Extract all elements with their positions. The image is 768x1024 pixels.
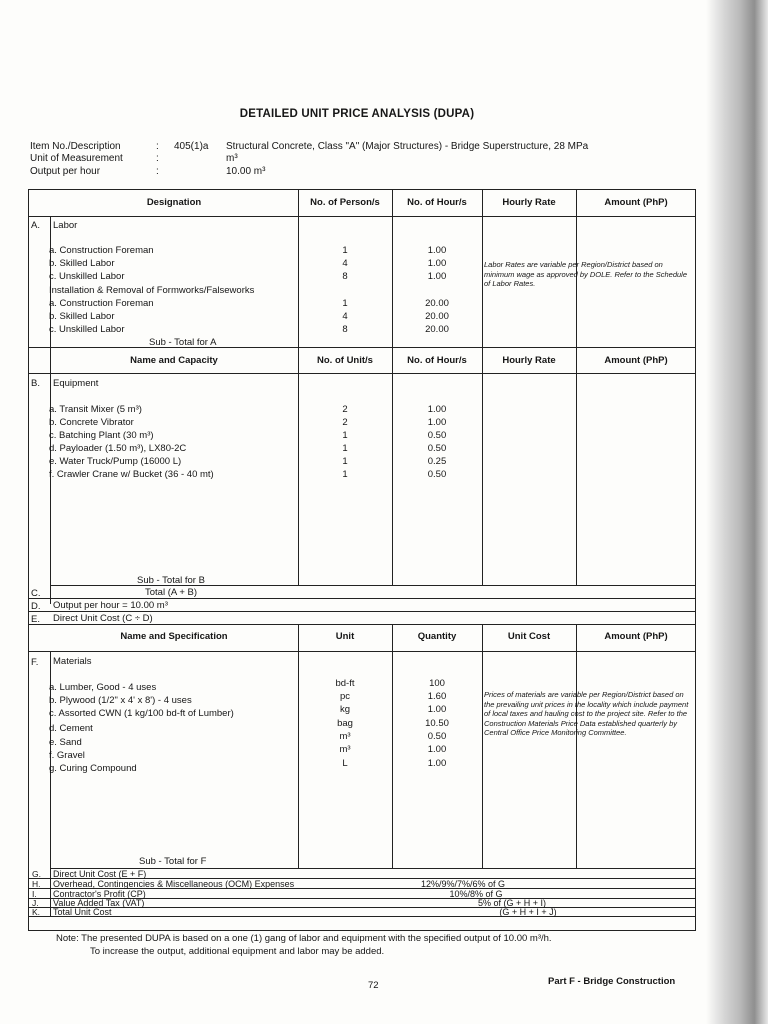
- labor-item: a. Construction Foreman: [49, 298, 154, 309]
- labor-qty: 8: [342, 324, 348, 335]
- header-rule: [29, 216, 695, 217]
- material-qty: 0.50: [427, 731, 447, 742]
- equipment-qty: 1: [342, 443, 348, 454]
- line-letter: I.: [32, 889, 37, 899]
- section-letter: B.: [31, 378, 40, 389]
- labor-qty: 8: [342, 271, 348, 282]
- equipment-item: a. Transit Mixer (5 m³): [49, 404, 142, 415]
- section-label: Materials: [53, 656, 92, 667]
- direct-unit-cost-line: Direct Unit Cost (C ÷ D): [53, 613, 153, 624]
- equipment-qty: 2: [342, 417, 348, 428]
- equipment-hours: 1.00: [427, 404, 447, 415]
- col-header-unit-cost: Unit Cost: [507, 631, 551, 642]
- material-item: e. Sand: [49, 737, 82, 748]
- line-k-value: (G + H + I + J): [499, 907, 557, 917]
- page-number: 72: [368, 980, 379, 991]
- col-header-persons: No. of Person/s: [310, 197, 380, 208]
- labor-hours: 1.00: [427, 271, 447, 282]
- labor-item: a. Construction Foreman: [49, 245, 154, 256]
- equipment-qty: 1: [342, 430, 348, 441]
- col-header-hours: No. of Hour/s: [407, 197, 467, 208]
- material-unit: bd-ft: [335, 678, 355, 689]
- equipment-item: e. Water Truck/Pump (16000 L): [49, 456, 182, 467]
- col-header-amount: Amount (PhP): [604, 355, 668, 366]
- subtotal-a: Sub - Total for A: [149, 337, 217, 348]
- col-header-units: No. of Unit/s: [317, 355, 373, 366]
- labor-rate-note: Labor Rates are variable per Region/District based on minimum wage as approved by DOLE. Refer to the Schedule of Labor Rates.: [484, 260, 688, 288]
- equipment-item: f. Crawler Crane w/ Bucket (36 - 40 mt): [49, 469, 214, 480]
- line-h-value: 12%/9%/7%/6% of G: [420, 879, 506, 889]
- unit-value: m³: [226, 153, 238, 164]
- labor-hours: 20.00: [425, 324, 449, 335]
- material-qty: 100: [429, 678, 445, 689]
- labor-subheading: Installation & Removal of Formworks/Falseworks: [49, 285, 255, 296]
- equipment-hours: 0.50: [427, 430, 447, 441]
- line-letter: D.: [31, 601, 41, 612]
- section-label: Labor: [53, 220, 78, 231]
- labor-hours: 20.00: [425, 311, 449, 322]
- dupa-table: [28, 189, 696, 931]
- unit-label: Unit of Measurement: [30, 153, 123, 164]
- line-j-value: 5% of (G + H + I): [477, 898, 547, 908]
- section-letter: F.: [31, 657, 39, 668]
- colon: :: [156, 141, 159, 152]
- labor-item: c. Unskilled Labor: [49, 271, 125, 282]
- line-letter: E.: [31, 614, 40, 625]
- equipment-qty: 2: [342, 404, 348, 415]
- equipment-item: d. Payloader (1.50 m³), LX80-2C: [49, 443, 187, 454]
- col-header-unit: Unit: [335, 631, 355, 642]
- line-letter: G.: [32, 869, 41, 879]
- labor-item: c. Unskilled Labor: [49, 324, 125, 335]
- page-title: DETAILED UNIT PRICE ANALYSIS (DUPA): [239, 108, 475, 120]
- line-i-text: Contractor's Profit (CP): [53, 889, 146, 899]
- output-per-hour-line: Output per hour = 10.00 m³: [53, 600, 168, 611]
- subtotal-f: Sub - Total for F: [139, 856, 207, 867]
- material-qty: 1.60: [427, 691, 447, 702]
- item-label: Item No./Description: [30, 141, 121, 152]
- footnote-line-2: To increase the output, additional equipment and labor may be added.: [90, 946, 385, 957]
- labor-qty: 4: [342, 311, 348, 322]
- material-unit: L: [342, 758, 348, 769]
- header-rule: [29, 373, 695, 374]
- material-item: d. Cement: [49, 723, 93, 734]
- labor-hours: 1.00: [427, 245, 447, 256]
- equipment-hours: 0.25: [427, 456, 447, 467]
- line-h-text: Overhead, Contingencies & Miscellaneous (OCM) Expenses: [53, 879, 295, 889]
- line-letter: C.: [31, 588, 41, 599]
- labor-hours: 1.00: [427, 258, 447, 269]
- colon: :: [156, 153, 159, 164]
- labor-qty: 1: [342, 298, 348, 309]
- line-letter: K.: [32, 907, 41, 917]
- line-g-text: Direct Unit Cost (E + F): [53, 869, 147, 879]
- equipment-hours: 0.50: [427, 469, 447, 480]
- material-price-note: Prices of materials are variable per Region/District based on the prevailing unit prices in the locality which include payment of local taxes and hauling cost to the project site. Refer to the Construction Materials Price Data established quarterly by Central Office Price Monitoring Committee.: [484, 690, 689, 737]
- material-item: f. Gravel: [49, 750, 85, 761]
- subtotal-rule: [50, 868, 695, 869]
- material-item: g. Curing Compound: [49, 763, 137, 774]
- material-unit: pc: [339, 691, 351, 702]
- col-header-quantity: Quantity: [417, 631, 457, 642]
- col-header-amount: Amount (PhP): [604, 197, 668, 208]
- material-qty: 1.00: [427, 704, 447, 715]
- col-header-amount: Amount (PhP): [604, 631, 668, 642]
- col-header-name-spec: Name and Specification: [120, 631, 228, 642]
- section-rule: [29, 347, 695, 348]
- labor-qty: 4: [342, 258, 348, 269]
- column-divider: [482, 624, 483, 868]
- equipment-item: c. Batching Plant (30 m³): [49, 430, 154, 441]
- line-letter: J.: [32, 898, 39, 908]
- material-qty: 1.00: [427, 758, 447, 769]
- part-label: Part F - Bridge Construction: [548, 976, 676, 987]
- line-k-text: Total Unit Cost: [53, 907, 112, 917]
- scanned-page-edge: [706, 0, 768, 1024]
- column-divider: [576, 624, 577, 868]
- footnote-line-1: Note: The presented DUPA is based on a one (1) gang of labor and equipment with the specified output of 10.00 m³/h.: [56, 933, 552, 944]
- column-divider: [576, 190, 577, 585]
- material-item: b. Plywood (1/2" x 4' x 8') - 4 uses: [49, 695, 192, 706]
- col-header-hours: No. of Hour/s: [407, 355, 467, 366]
- total-a-b: Total (A + B): [145, 587, 198, 598]
- section-label: Equipment: [53, 378, 99, 389]
- labor-hours: 20.00: [425, 298, 449, 309]
- col-header-hourly-rate: Hourly Rate: [502, 197, 556, 208]
- material-qty: 1.00: [427, 744, 447, 755]
- material-item: a. Lumber, Good - 4 uses: [49, 682, 157, 693]
- material-unit: kg: [339, 704, 351, 715]
- header-rule: [29, 651, 695, 652]
- line-letter: H.: [32, 879, 41, 889]
- material-qty: 10.50: [425, 718, 449, 729]
- line-i-value: 10%/8% of G: [449, 889, 503, 899]
- material-unit: bag: [337, 718, 353, 729]
- row-rule: [29, 598, 695, 599]
- equipment-qty: 1: [342, 469, 348, 480]
- labor-item: b. Skilled Labor: [49, 311, 115, 322]
- column-divider: [482, 190, 483, 585]
- equipment-hours: 0.50: [427, 443, 447, 454]
- item-description: Structural Concrete, Class "A" (Major Structures) - Bridge Superstructure, 28 MPa: [226, 141, 589, 152]
- section-letter: A.: [31, 220, 40, 231]
- output-value: 10.00 m³: [226, 166, 266, 177]
- material-item: c. Assorted CWN (1 kg/100 bd-ft of Lumber): [49, 708, 234, 719]
- output-label: Output per hour: [30, 166, 101, 177]
- col-header-name-capacity: Name and Capacity: [130, 355, 218, 366]
- labor-qty: 1: [342, 245, 348, 256]
- col-header-hourly-rate: Hourly Rate: [502, 355, 556, 366]
- subtotal-b: Sub - Total for B: [137, 575, 205, 586]
- equipment-item: b. Concrete Vibrator: [49, 417, 134, 428]
- material-unit: m³: [339, 731, 351, 742]
- item-number: 405(1)a: [174, 141, 209, 152]
- equipment-qty: 1: [342, 456, 348, 467]
- col-header-designation: Designation: [146, 197, 202, 208]
- material-unit: m³: [339, 744, 351, 755]
- equipment-hours: 1.00: [427, 417, 447, 428]
- labor-item: b. Skilled Labor: [49, 258, 115, 269]
- line-j-text: Value Added Tax (VAT): [53, 898, 145, 908]
- colon: :: [156, 166, 159, 177]
